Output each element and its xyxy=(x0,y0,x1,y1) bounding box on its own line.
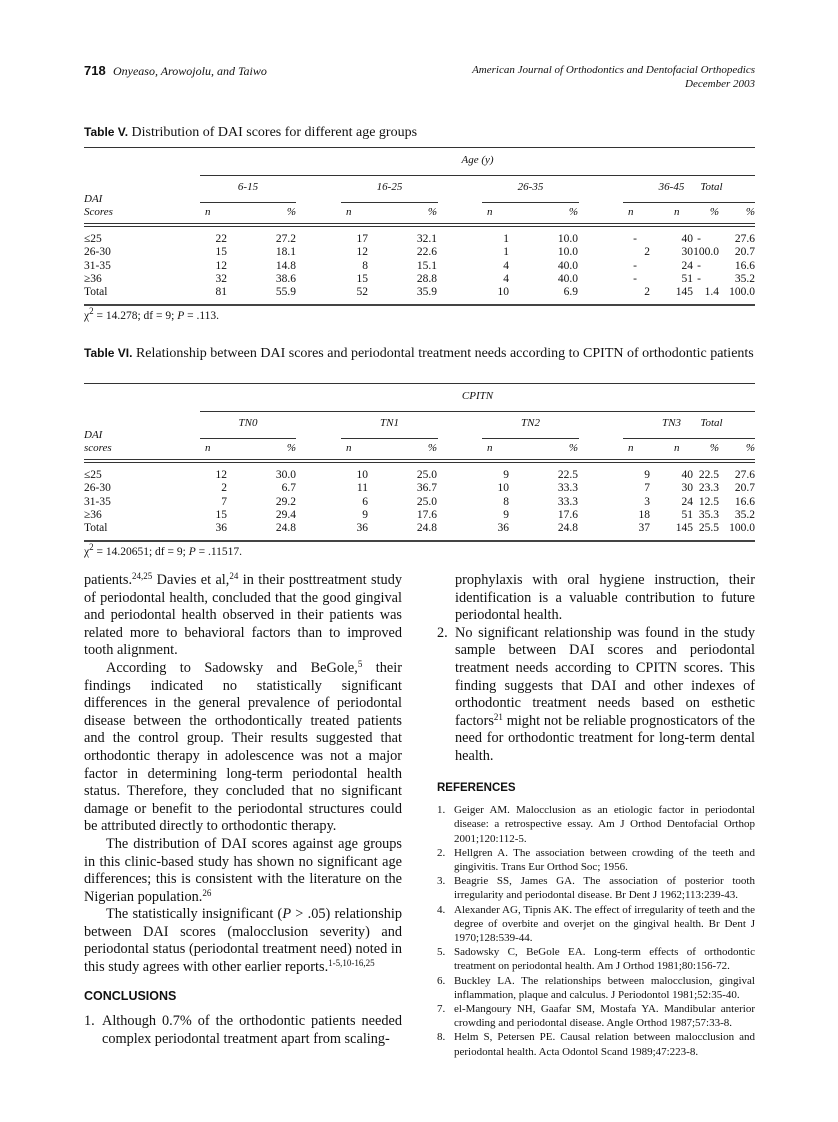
reference-item: 5. Sadowsky C, BeGole EA. Long-term effects of orthodontic treatment on periodontal health. Am J Orthod 1981;80:156-72. xyxy=(437,946,755,973)
cell-n: 9 xyxy=(644,469,650,481)
journal-issue: December 2003 xyxy=(685,78,755,90)
cell-n: - xyxy=(633,272,637,285)
header-bottom-rule xyxy=(84,223,755,227)
subcol-pct: % xyxy=(745,442,755,454)
cell-pct: 22.6 xyxy=(416,246,437,259)
table5-title: Distribution of DAI scores for different age groups xyxy=(131,125,418,140)
cell-n: 4 xyxy=(503,272,509,285)
cell-pct: - xyxy=(697,259,701,272)
table5-label: Table V. xyxy=(84,125,129,139)
row-label: 31-35 xyxy=(84,495,111,508)
cell-n: 145 xyxy=(675,522,693,535)
cell-n: 6 xyxy=(362,495,368,508)
running-head-left xyxy=(84,63,267,79)
table-bottom-rule xyxy=(84,304,755,306)
reference-item: 4. Alexander AG, Tipnis AK. The effect of irregularity of teeth and the degree of overbite and overjet on the gingival health. Br Dent J 1970;128:539-44. xyxy=(437,903,755,944)
cell-n: 7 xyxy=(221,495,227,508)
cell-pct: 17.6 xyxy=(557,508,578,521)
header-bottom-rule xyxy=(84,459,755,463)
cell-n: 36 xyxy=(215,522,227,535)
group-rule xyxy=(200,411,755,412)
table-top-rule xyxy=(84,147,755,148)
table6-title: Relationship between DAI scores and periodontal treatment needs according to CPITN of orthodontic patients xyxy=(135,346,754,361)
cell-n: 2 xyxy=(644,246,650,259)
conclusion-item-2: 2. No significant relationship was found in the study sample between DAI scores and periodontal treatment needs according to CPITN scores. This finding suggests that DAI and other indexes of orthodontic treatment needs based on esthetic factors$^{21}$ might not be reliable prognosticators of the need for orthodontic treatment for long-term dental health. xyxy=(437,624,755,764)
subcol-n: n xyxy=(346,206,352,218)
cell-pct: 23.3 xyxy=(698,482,719,495)
cell-pct: 25.0 xyxy=(416,495,437,508)
cell-pct: 20.7 xyxy=(734,246,755,259)
row-label: Total xyxy=(84,286,108,299)
column-group-rule xyxy=(482,438,579,439)
cell-pct: 12.5 xyxy=(698,495,719,508)
subcol-pct: % xyxy=(427,442,437,454)
cell-pct: 35.2 xyxy=(734,508,755,521)
paragraph: The distribution of DAI scores against age groups in this clinic-based study has shown no significant age differences; this is consistent with the literature on the Nigerian population.$^{26}$ xyxy=(84,835,402,905)
running-head xyxy=(84,63,755,93)
cell-n: 32 xyxy=(215,272,227,285)
table5-caption xyxy=(84,124,755,141)
row-header: DAI xyxy=(84,429,103,441)
row-label: ≥36 xyxy=(84,508,102,521)
column-group-4: Total xyxy=(700,181,723,193)
cell-n: 40 xyxy=(681,233,693,245)
reference-item: 8. Helm S, Petersen PE. Causal relation between malocclusion and periodontal health. Acta Odontol Scand 1989;47:223-8. xyxy=(437,1031,755,1058)
cell-n: 9 xyxy=(503,508,509,521)
cell-n: 30 xyxy=(681,246,693,259)
cell-n: 1 xyxy=(503,233,509,245)
cell-pct: 35.9 xyxy=(416,286,437,299)
column-group-2: TN2 xyxy=(521,417,540,429)
chi-square-note: $\chi^2 = 14.20651$; df = 9; P = .11517. xyxy=(84,541,243,558)
subcol-pct: % xyxy=(286,206,296,218)
conclusion-item-1: 1. Although 0.7% of the orthodontic patients needed complex periodontal treatment apart from scaling- xyxy=(84,1013,402,1047)
subcol-pct: % xyxy=(745,206,755,218)
cell-pct: 14.8 xyxy=(275,259,296,272)
cell-n: 40 xyxy=(681,469,693,481)
cell-pct: 27.6 xyxy=(734,233,755,245)
right-column xyxy=(437,572,755,1059)
table6-label: Table VI. xyxy=(84,346,133,360)
cell-n: 145 xyxy=(675,286,693,299)
paragraph: According to Sadowsky and BeGole,$^5$ their findings indicated no statistically significant differences in the general prevalence of periodontal disease between the orthodontically treated patients and the control group. Their results suggested that orthodontic therapy in adolescence was not a major factor in determining long-term periodontal health status. Therefore, they concluded that no significant damage or benefit to the periodontal structures could be attributed directly to orthodontic therapy. xyxy=(84,658,402,835)
cell-pct: 38.6 xyxy=(275,272,296,285)
cell-n: 1 xyxy=(503,246,509,259)
row-label: Total xyxy=(84,522,108,535)
cell-pct: 17.6 xyxy=(416,508,437,521)
subcol-n: n xyxy=(487,442,493,454)
cell-pct: 15.1 xyxy=(416,259,437,272)
reference-item: 7. el-Mangoury NH, Gaafar SM, Mostafa YA. Mandibular anterior crowding and periodontal disease. Angle Orthod 1987;57:33-8. xyxy=(437,1002,755,1030)
column-group-rule xyxy=(341,438,438,439)
cell-n: 52 xyxy=(356,286,368,299)
subcol-n: n xyxy=(205,206,211,218)
column-group-1: 16-25 xyxy=(376,181,403,193)
subcol-pct: % xyxy=(427,206,437,218)
cell-pct: - xyxy=(697,272,701,285)
cell-pct: 24.8 xyxy=(557,522,578,535)
conclusion-item-1-continued: prophylaxis with oral hygiene instruction, their identification is a valuable contribution to future periodontal health. xyxy=(455,572,755,624)
paragraph: The statistically insignificant (P > .05) relationship between DAI scores (malocclusion severity) and periodontal status (periodontal treatment need) noted in this study agrees with other earlier reports.$^{1-5,10-16,25}$ xyxy=(84,906,402,976)
cell-pct: 1.4 xyxy=(704,286,719,299)
subcol-n: n xyxy=(628,442,634,454)
cell-n: 12 xyxy=(356,246,368,259)
subcol-pct: % xyxy=(568,206,578,218)
cell-pct: 33.3 xyxy=(557,495,578,508)
subcol-n: n xyxy=(674,442,680,454)
cell-pct: 28.8 xyxy=(416,272,437,285)
column-group-3: 36-45 xyxy=(658,181,685,193)
cell-n: 4 xyxy=(503,259,509,272)
column-group-0: TN0 xyxy=(238,417,258,429)
reference-item: 1. Geiger AM. Malocclusion as an etiologic factor in periodontal disease: a retrospective essay. Am J Orthod Dentofacial Orthop 2001;120:112-5. xyxy=(437,804,755,845)
cell-pct: 25.0 xyxy=(416,469,437,481)
cell-pct: 16.6 xyxy=(734,259,755,272)
cell-pct: 40.0 xyxy=(557,259,578,272)
cell-pct: 100.0 xyxy=(729,286,755,299)
cell-pct: 24.8 xyxy=(416,522,437,535)
subcol-pct: % xyxy=(709,442,719,454)
cell-n: 24 xyxy=(681,259,693,272)
cell-n: 7 xyxy=(644,482,650,495)
group-header: Age (y) xyxy=(461,154,494,166)
cell-pct: 6.9 xyxy=(563,286,578,299)
cell-pct: 35.3 xyxy=(698,508,719,521)
cell-n: 10 xyxy=(356,469,368,481)
cell-n: 12 xyxy=(215,259,227,272)
row-header: scores xyxy=(84,442,112,454)
cell-pct: - xyxy=(697,233,701,245)
column-group-4: Total xyxy=(700,417,723,429)
row-header: DAI xyxy=(84,193,103,205)
cell-pct: 29.2 xyxy=(275,495,296,508)
cell-pct: 55.9 xyxy=(275,286,296,299)
group-rule xyxy=(200,175,755,176)
row-label: ≥36 xyxy=(84,272,102,285)
subcol-n: n xyxy=(205,442,211,454)
cell-pct: 40.0 xyxy=(557,272,578,285)
row-label: 26-30 xyxy=(84,482,111,495)
paragraph: patients.$^{24,25}$ Davies et al,$^{24}$ in their posttreatment study of periodontal health, concluded that the good gingival and periodontal health observed in their patients was related more to behavioral factors than to improved tooth alignment. xyxy=(84,571,402,659)
column-group-rule xyxy=(200,438,296,439)
cell-pct: 100.0 xyxy=(693,246,719,259)
subcol-n: n xyxy=(628,206,634,218)
cell-pct: 36.7 xyxy=(416,482,437,495)
cell-n: 15 xyxy=(356,272,368,285)
cell-n: 2 xyxy=(644,286,650,299)
cell-n: 18 xyxy=(638,508,650,521)
cell-n: 8 xyxy=(362,259,368,272)
reference-list xyxy=(437,803,755,1059)
column-group-rule xyxy=(668,202,755,203)
cell-pct: 35.2 xyxy=(734,272,755,285)
cell-n: 11 xyxy=(356,482,368,495)
page-number: 718 xyxy=(84,63,106,78)
column-group-rule xyxy=(482,202,579,203)
cell-pct: 22.5 xyxy=(557,469,578,481)
cell-pct: 10.0 xyxy=(557,246,578,259)
column-group-rule xyxy=(668,438,755,439)
table6-caption xyxy=(84,345,755,362)
cell-pct: 18.1 xyxy=(275,246,296,259)
row-label: 26-30 xyxy=(84,246,111,259)
subcol-n: n xyxy=(674,206,680,218)
cell-n: 10 xyxy=(497,286,509,299)
cell-pct: 16.6 xyxy=(734,495,755,508)
cell-n: 2 xyxy=(221,482,227,495)
row-header: Scores xyxy=(84,206,113,218)
left-column xyxy=(84,572,402,1048)
cell-n: 10 xyxy=(497,482,509,495)
conclusions-heading: CONCLUSIONS xyxy=(84,988,177,1003)
cell-pct: 6.7 xyxy=(281,482,296,495)
row-label: 31-35 xyxy=(84,259,111,272)
chi-square-note: $\chi^2 = 14.278$; df = 9; P = .113. xyxy=(84,305,220,322)
cell-n: 9 xyxy=(503,469,509,481)
cell-pct: 30.0 xyxy=(275,469,296,481)
column-group-rule xyxy=(200,202,296,203)
cell-n: 36 xyxy=(497,522,509,535)
column-group-2: 26-35 xyxy=(517,181,544,193)
subcol-n: n xyxy=(346,442,352,454)
subcol-n: n xyxy=(487,206,493,218)
cell-pct: 25.5 xyxy=(698,522,719,535)
cell-n: 9 xyxy=(362,508,368,521)
table-top-rule xyxy=(84,383,755,384)
column-group-1: TN1 xyxy=(380,417,399,429)
subcol-pct: % xyxy=(568,442,578,454)
authors: Onyeaso, Arowojolu, and Taiwo xyxy=(112,64,267,78)
cell-n: 36 xyxy=(356,522,368,535)
row-label: ≤25 xyxy=(84,233,102,245)
reference-item: 6. Buckley LA. The relationships between malocclusion, gingival inflammation, plaque and calculus. J Periodontol 1981;52:35-40. xyxy=(437,974,755,1001)
cell-n: - xyxy=(633,233,637,245)
cell-pct: 27.6 xyxy=(734,469,755,481)
references-heading: REFERENCES xyxy=(437,781,516,794)
cell-pct: 24.8 xyxy=(275,522,296,535)
cell-n: 24 xyxy=(681,495,693,508)
cell-n: 51 xyxy=(681,508,693,521)
cell-n: 15 xyxy=(215,508,227,521)
cell-n: 51 xyxy=(681,272,693,285)
column-group-0: 6-15 xyxy=(237,181,259,193)
table-bottom-rule xyxy=(84,540,755,542)
cell-n: 3 xyxy=(644,495,650,508)
cell-pct: 33.3 xyxy=(557,482,578,495)
row-label: ≤25 xyxy=(84,469,102,481)
cell-pct: 20.7 xyxy=(734,482,755,495)
cell-pct: 32.1 xyxy=(416,233,437,245)
cell-n: 12 xyxy=(215,469,227,481)
journal-name: American Journal of Orthodontics and Dentofacial Orthopedics xyxy=(472,64,755,76)
running-head-right xyxy=(472,63,755,91)
cell-pct: 100.0 xyxy=(729,522,755,535)
reference-item: 3. Beagrie SS, James GA. The association of posterior tooth irregularity and periodontal disease. Br Dent J 1962;113:239-43. xyxy=(437,875,755,902)
cell-pct: 22.5 xyxy=(698,469,719,481)
cell-n: 37 xyxy=(638,522,650,535)
column-group-rule xyxy=(341,202,438,203)
cell-n: 30 xyxy=(681,482,693,495)
subcol-pct: % xyxy=(709,206,719,218)
cell-pct: 27.2 xyxy=(275,233,296,245)
cell-n: 17 xyxy=(356,233,368,245)
subcol-pct: % xyxy=(286,442,296,454)
cell-n: 15 xyxy=(215,246,227,259)
cell-n: 81 xyxy=(215,286,227,299)
cell-pct: 29.4 xyxy=(275,508,296,521)
cell-n: - xyxy=(633,259,637,272)
cell-n: 22 xyxy=(215,233,227,245)
reference-item: 2. Hellgren A. The association between crowding of the teeth and gingivitis. Trans Eur Orthod Soc; 1956. xyxy=(437,846,755,873)
column-group-3: TN3 xyxy=(662,417,681,429)
group-header: CPITN xyxy=(461,390,494,402)
cell-n: 8 xyxy=(503,495,509,508)
cell-pct: 10.0 xyxy=(557,233,578,245)
